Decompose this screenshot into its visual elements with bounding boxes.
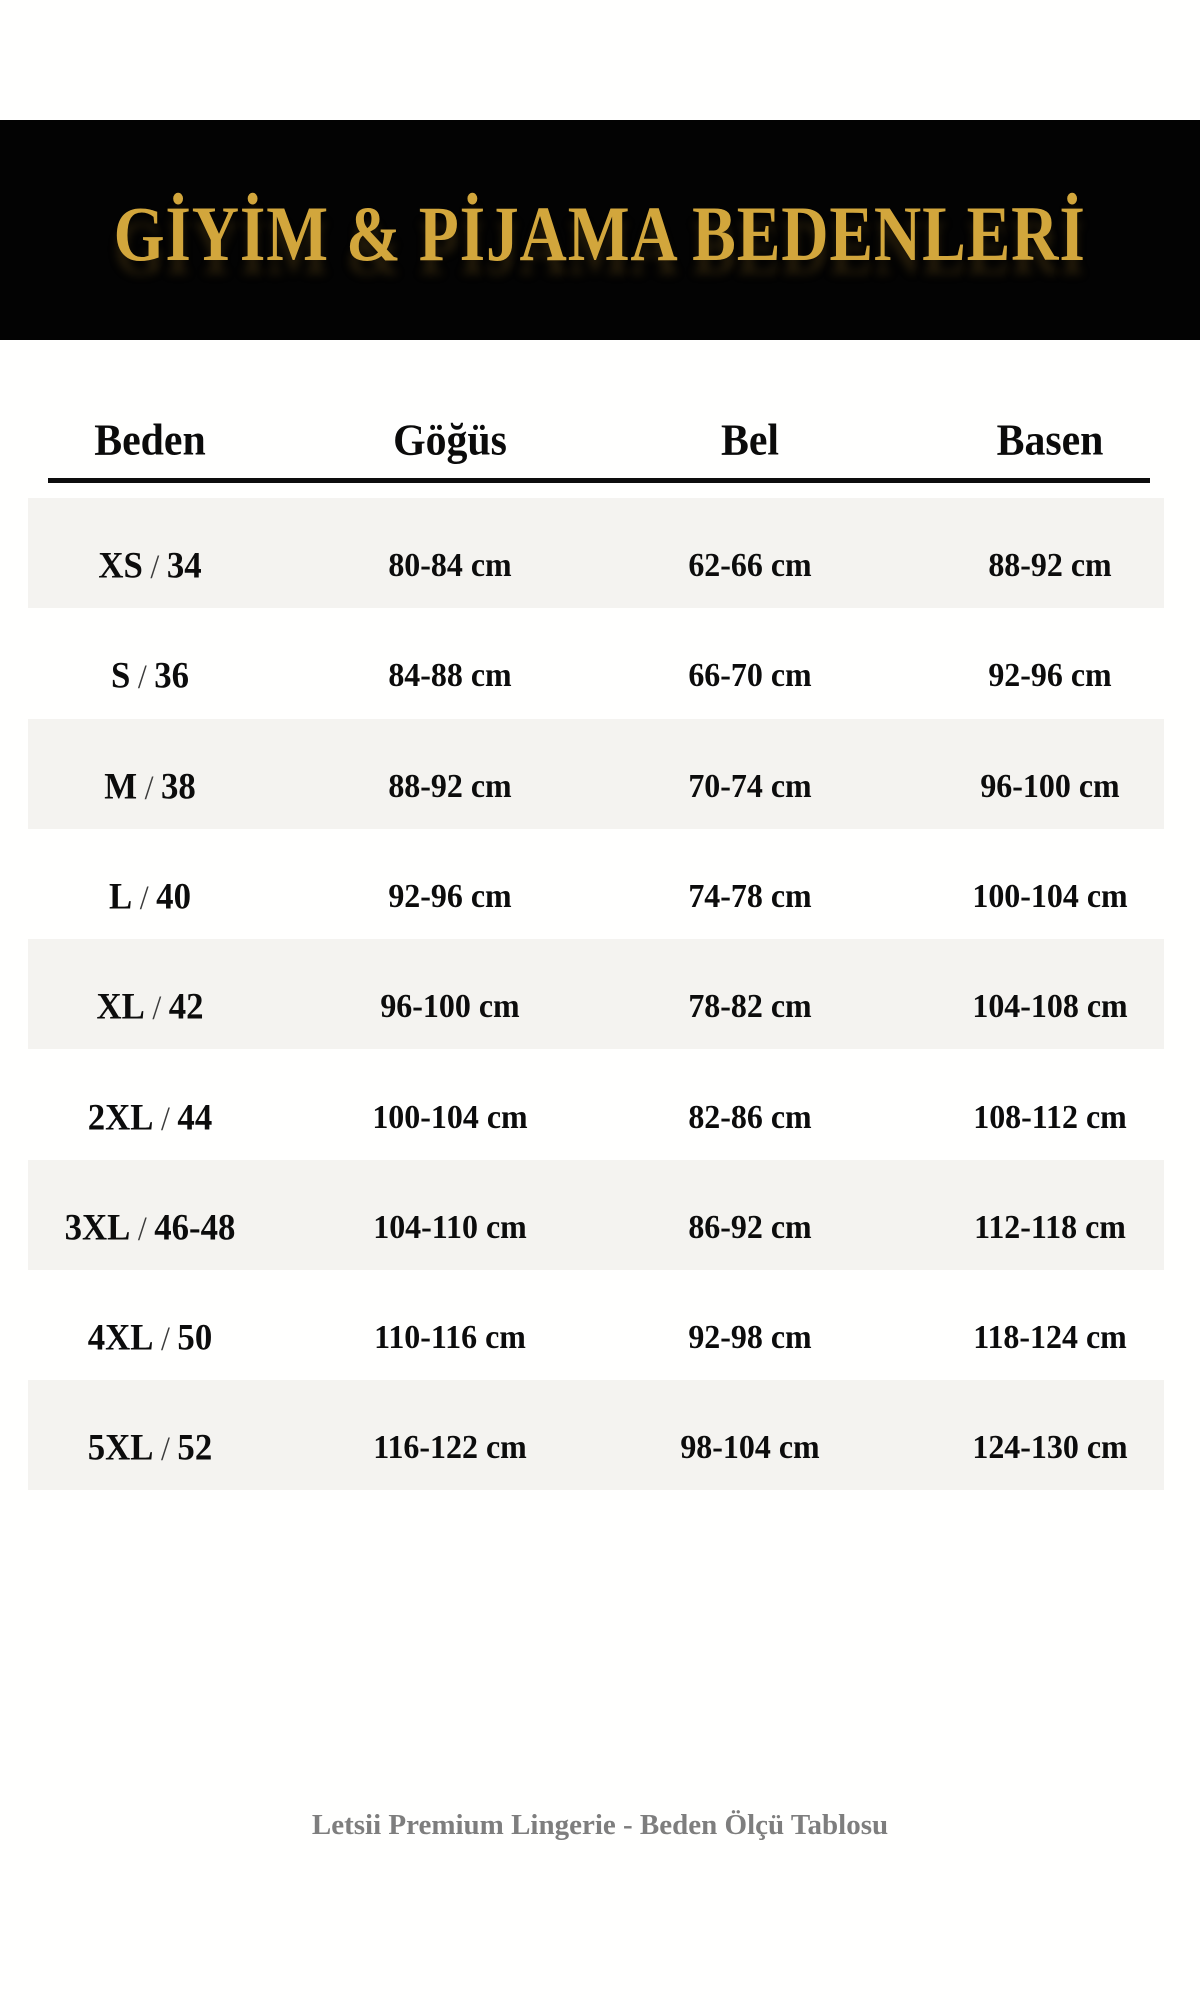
waist-cell: 92-98 cm [688,1319,812,1357]
column-header-chest: Göğüs [393,415,507,465]
chest-cell: 116-122 cm [373,1429,527,1467]
size-slash: / [150,548,160,586]
chest-cell: 92-96 cm [388,878,512,916]
chest-cell: 88-92 cm [388,768,512,806]
chest-cell: 96-100 cm [380,988,520,1026]
table-row [28,939,1164,1049]
title-banner [0,120,1200,340]
table-row [28,1380,1164,1490]
hips-cell: 104-108 cm [972,988,1128,1026]
footer [0,1803,1200,1847]
waist-cell: 74-78 cm [688,878,812,916]
table-row [28,1050,1164,1160]
chest-cell: 80-84 cm [388,547,512,585]
chest-cell: 100-104 cm [372,1099,528,1137]
size-slash: / [137,1210,147,1248]
size-slash: / [161,1430,170,1468]
chest-cell: 104-110 cm [373,1209,527,1247]
table-row [28,498,1164,608]
waist-cell: 98-104 cm [680,1429,820,1467]
waist-cell: 82-86 cm [688,1099,812,1137]
table-row [28,719,1164,829]
footer-text: Letsii Premium Lingerie - Beden Ölçü Tablosu [311,1808,889,1841]
chest-cell: 84-88 cm [388,657,512,695]
size-slash: / [144,769,154,807]
table-header-row [0,400,1200,480]
column-header-waist: Bel [720,415,780,465]
size-cell: XL / 42 [96,986,204,1028]
size-cell: 4XL / 50 [87,1317,213,1359]
waist-cell: 62-66 cm [688,547,812,585]
hips-cell: 96-100 cm [980,768,1120,806]
column-header-hips: Basen [996,415,1104,465]
waist-cell: 86-92 cm [688,1209,812,1247]
table-row [28,829,1164,939]
hips-cell: 112-118 cm [974,1209,1126,1247]
waist-cell: 70-74 cm [688,768,812,806]
table-row [28,1270,1164,1380]
page-title: GİYİM & PİJAMA BEDENLERİ [113,190,1087,277]
column-header-size: Beden [94,415,206,465]
size-slash: / [137,658,147,696]
hips-cell: 88-92 cm [988,547,1112,585]
size-cell: S / 36 [110,655,190,697]
header-underline [48,478,1150,483]
size-cell: 2XL / 44 [87,1097,213,1139]
size-slash: / [161,1320,170,1358]
chest-cell: 110-116 cm [374,1319,526,1357]
hips-cell: 124-130 cm [972,1429,1128,1467]
hips-cell: 100-104 cm [972,878,1128,916]
waist-cell: 66-70 cm [688,657,812,695]
table-row [28,1160,1164,1270]
size-cell: XS / 34 [98,545,202,587]
table-row [28,608,1164,718]
hips-cell: 92-96 cm [988,657,1112,695]
waist-cell: 78-82 cm [688,988,812,1026]
size-slash: / [139,879,149,917]
size-cell: 3XL / 46-48 [64,1207,236,1249]
size-cell: 5XL / 52 [87,1427,213,1469]
size-cell: L / 40 [109,876,191,918]
hips-cell: 118-124 cm [973,1319,1127,1357]
size-cell: M / 38 [104,766,196,808]
size-slash: / [152,989,162,1027]
size-slash: / [161,1100,170,1138]
hips-cell: 108-112 cm [973,1099,1127,1137]
